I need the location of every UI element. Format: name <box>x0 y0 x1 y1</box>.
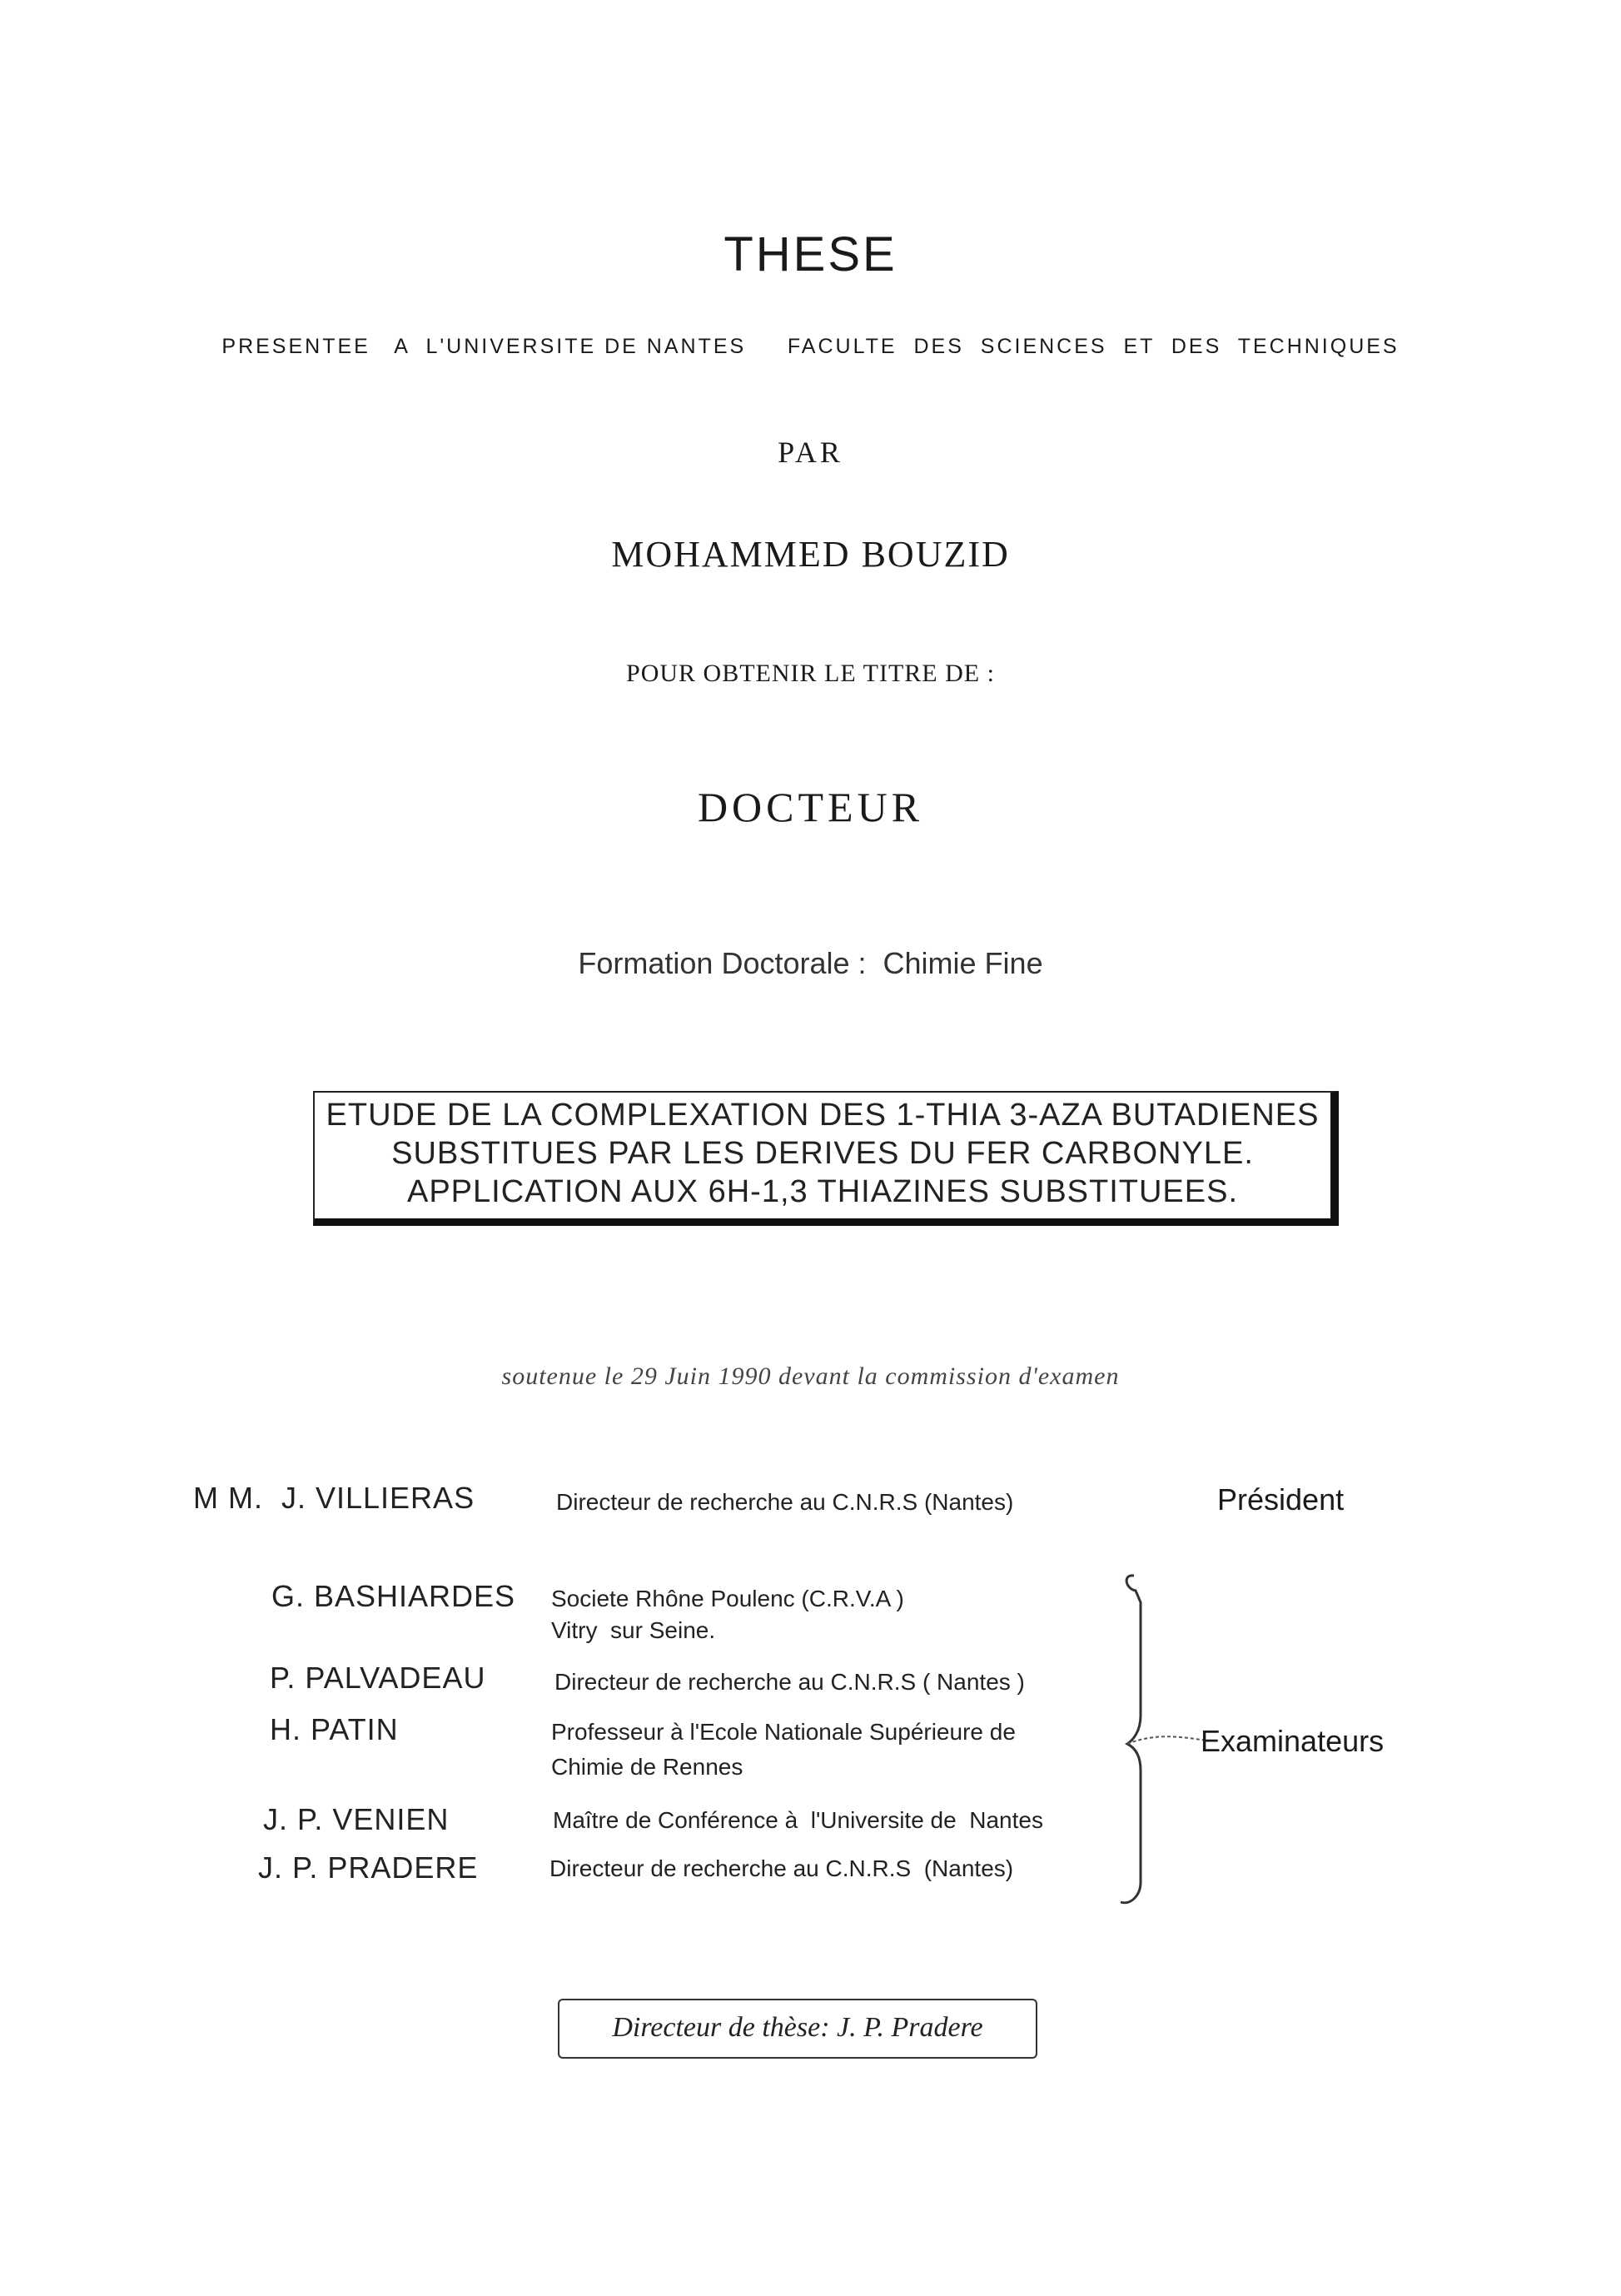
jury-member-affiliation: Societe Rhône Poulenc (C.R.V.A ) <box>551 1586 904 1611</box>
degree-intro: POUR OBTENIR LE TITRE DE : <box>626 660 995 687</box>
jury-member-name: H. PATIN <box>270 1712 399 1746</box>
defense-statement: soutenue le 29 Juin 1990 devant la commission d'examen <box>501 1362 1120 1390</box>
thesis-title-line-2: SUBSTITUES PAR LES DERIVES DU FER CARBONYLE. <box>391 1136 1254 1171</box>
jury-member-affiliation: Directeur de recherche au C.N.R.S (Nantes) <box>549 1855 1014 1881</box>
jury-member-name: M M. J. VILLIERAS <box>193 1481 475 1515</box>
par-label: PAR <box>778 436 843 469</box>
thesis-title-line-3: APPLICATION AUX 6H-1,3 THIAZINES SUBSTITUEES. <box>406 1174 1239 1209</box>
jury-member-affiliation: Directeur de recherche au C.N.R.S ( Nantes ) <box>554 1669 1025 1695</box>
jury-member-name: J. P. PRADERE <box>258 1850 479 1885</box>
author-name: MOHAMMED BOUZID <box>611 534 1010 575</box>
examiners-label: Examinateurs <box>1201 1724 1385 1758</box>
president-label: Président <box>1217 1482 1345 1517</box>
thesis-title-box <box>313 1091 1339 1226</box>
degree-title: DOCTEUR <box>697 784 924 830</box>
jury-member-affiliation: Professeur à l'Ecole Nationale Supérieure de <box>551 1719 1016 1745</box>
institution-line: PRESENTEE A L'UNIVERSITE DE NANTES FACULTE DES SCIENCES ET DES TECHNIQUES <box>221 335 1400 358</box>
jury-member-name: G. BASHIARDES <box>271 1579 516 1613</box>
thesis-director: Directeur de thèse: J. P. Pradere <box>612 2012 983 2043</box>
thesis-director-box <box>558 1999 1037 2059</box>
thesis-title-line-1: ETUDE DE LA COMPLEXATION DES 1-THIA 3-AZA BUTADIENES <box>326 1098 1320 1133</box>
jury-member-name: P. PALVADEAU <box>270 1661 486 1695</box>
jury-member-affiliation: Chimie de Rennes <box>551 1754 743 1780</box>
jury-member-name: J. P. VENIEN <box>263 1802 450 1836</box>
jury-member-affiliation: Directeur de recherche au C.N.R.S (Nantes) <box>556 1489 1014 1515</box>
doctoral-program: Formation Doctorale : Chimie Fine <box>578 946 1043 980</box>
jury-member-affiliation: Maître de Conférence à l'Universite de Nantes <box>553 1807 1043 1833</box>
page-title: THESE <box>723 227 898 281</box>
jury-member-affiliation: Vitry sur Seine. <box>551 1617 716 1643</box>
